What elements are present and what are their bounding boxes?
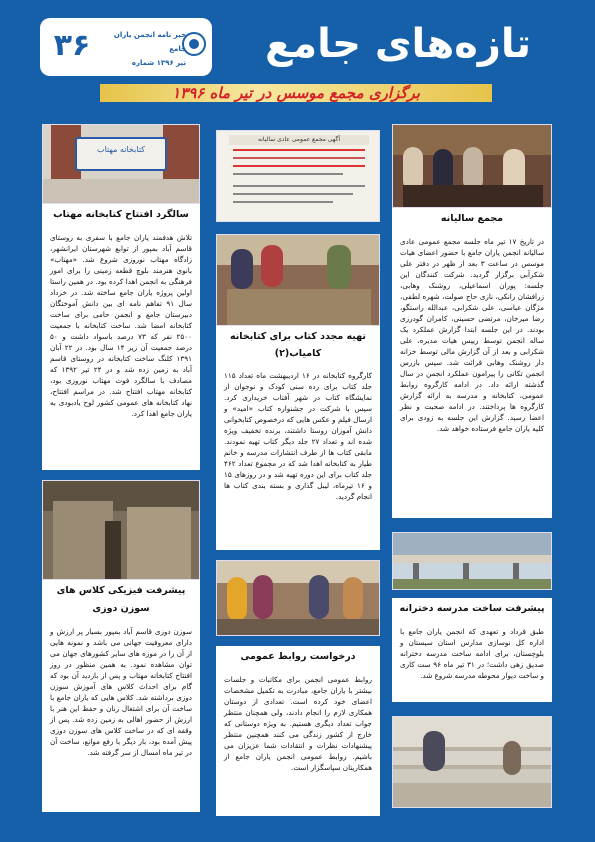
- notice-title: آگهی مجمع عمومی عادی سالیانه: [229, 135, 369, 145]
- association-logo-icon: [182, 32, 206, 56]
- books-body: کارگروه کتابخانه در ۱۶ اردیبهشت ماه تعداد ۱۱۵ جلد کتاب برای رده سنی کودک و نوجوان از نمایشگاه کتاب در شهر آفتاب خریداری کرد. سپس با شرکت در جشنواره کتاب «امید» و ارسال فیلم و عکس هایی که درخصوص کتابخوانی دانش آموزان روستا داشتند، برنده تخفیف ویژه شده اند و تعداد ۲۷ جلد دیگر کتاب تهیه نمودند. مابقی کتاب ها از طرف انتشارات مدرسه و خانم طیار به کتابخانه اهدا شد که در مجموع تعداد ۴۶۲ جلد کتاب برای این دوره تهیه شد و در روزهای ۱۵ و ۱۶ تیرماه، لیبل گذاری و بسته بندی کتاب ها انجام گردید.: [216, 364, 380, 550]
- mehtab-sign-text: کتابخانه مهتاب: [97, 145, 145, 154]
- mehtab-sign-photo: [42, 124, 200, 204]
- sewing-body: سوزن دوزی قاسم آباد بمپور بسیار پر ارزش و دارای معروفیت جهانی می باشد و نمونه هایی از آن را در موزه های سایر کشورهای جهان می توان مشاهده نمود. به همین منظور در روز افتتاح کتابخانه مهتاب و پس از بازدید آن بود که گام برای احداث کلاس های آموزش سوزن دوزی برداشته شد. کلاس هایی که یاران جامع با ساخت آن برای اشتغال زنان و حفظ این هنر با ارزش از حضور اهالی به زمین زده شد. پس از وقفه ای که در ساخت کلاس های سوزن دوزی پیش آمده بود، بار دیگر با رفع موانع، ساخت آن در تیر ماه امسال از سر گرفته شد.: [42, 620, 200, 812]
- school-body: طبق قرداد و تعهدی که انجمن یاران جامع با اداره کل نوسازی مدارس استان سیستان و بلوچستان، برای ادامه ساخت مدرسه دخترانه صدیق زهی داشت؛ در ۳۱ تیر ماه ۹۶ ست کاری و ساخت دیوار محوطه مدرسه شروع شد.: [392, 620, 552, 702]
- mehtab-body: تلاش هدفمند یاران جامع با سفری به روستای قاسم آباد بمپور از توابع شهرستان ایرانشهر، زادگاه مهتاب نوروزی شروع شد. «مهتاب» بانوی هنرمند بلوچ قطعه زمینی را برای امور فرهنگی به انجمن اهدا کرده بود. در همین راستا اولین پروژه یاران جامع ساخته شد. در خرداد سال ۹۱ تفاهم نامه ای بین دانش آموختگان دبیرستان جامع و انجمن حامی برای ساخت کتابخانه امضا شد. ساخت کتابخانه با جمعیت ۲۵۰۰ نفر که ۷۳ درصد باسواد داشت و ۵۰ درصد جمعیت آن زیر ۱۴ سال بود. در ۲۲ آبان ۱۳۹۱ کلنگ ساخت کتابخانه در روستای قاسم آباد به زمین زده شد و در ۲۴ تیر ۱۳۹۲ که مصادف با سالگرد فوت مهتاب نوروزی بود، کتابخانه مهتاب افتتاح شد. در مراسم افتتاح، نهاد کتابخانه های عمومی کشور لوح یادبودی به یاران جامع اهدا کرد.: [42, 226, 200, 470]
- masthead-line-1: خبر نامه انجمن یاران جامع: [113, 31, 186, 53]
- school-heading: پیشرفت ساخت مدرسه دخترانه: [392, 598, 552, 620]
- masthead-badge: [40, 18, 212, 76]
- sewing-construction-photo: [42, 480, 200, 580]
- books-heading: تهیه مجدد کتاب برای کتابخانه کامیاب(۲): [216, 326, 380, 364]
- masthead-line-2: تیر ۱۳۹۶ شماره: [131, 59, 186, 67]
- newsletter-title: تازه‌های جامع: [265, 21, 531, 67]
- annual-meeting-photo: [392, 124, 552, 208]
- volunteers-photo: [216, 560, 380, 636]
- book-preparation-photo: [216, 234, 380, 326]
- school-construction-photo: [392, 716, 552, 808]
- meeting-notice-photo: [216, 130, 380, 222]
- subtitle-banner: [100, 80, 492, 106]
- annual-body: در تاریخ ۱۷ تیر ماه جلسه مجمع عمومی عادی سالیانه انجمن یاران جامع با حضور اعضای هیات موسس در ساعت ۳ بعد از ظهر در دفتر علی شکرآبی برگزار گردید. شرکت کنندگان این جلسه: پوران اسماعیلی، روشنک وهابی، زرافشان رانکی، نازی حاج صولت، شهره لطفی، مژگان عباسی، علی شکرابی، عبدالله راستگو، رضا میرخان، مرتضی حسینی، کامران گودرزی بودند. در این جلسه ابتدا گزارش عملکرد یک ساله انجمن توسط رییس هیات مدیره، علی شکرابی و بعد از آن گزارش مالی توسط خزانه دار روشنک وهابی قرائت شد. سپس بازرس انجمن تکاتی را پیرامون عملکرد انجمن در سال گذشته ارائه داد. در ادامه کارگروه روابط عمومی، کتابخانه و مدرسه به ارائه گزارش کارگروه ها پرداختند. در ادامه صحبت و نظر اعضا رسید. گزارش این جلسه به زودی برای کلیه یاران جامع فرستاده خواهد شد.: [392, 230, 552, 518]
- subtitle-text: برگزاری مجمع موسس در تیر ماه ۱۳۹۶: [172, 84, 420, 102]
- pr-body: روابط عمومی انجمن برای مکاتبات و جلسات بیشتر با یاران جامع، مبادرت به تکمیل مشخصات اعضای خود کرده است. تعدادی از دوستان همکاری لازم را انجام دادند، ولی همچنان منتظر جواب تعداد دیگری هستیم. به ویژه دوستانی که خارج از کشور زندگی می کنند همچنین منتظر پیشنهادات نظرات و انتقادات شما عزیزان می باشیم. روابط عمومی انجمن یاران جامع از همکاریتان سپاسگزار است.: [216, 668, 380, 816]
- annual-heading: مجمع سالیانه: [392, 208, 552, 230]
- school-site-photo: [392, 532, 552, 590]
- issue-number: ۳۶: [53, 28, 91, 63]
- sewing-heading: پیشرفت فیزیکی کلاس های سوزن دوزی: [42, 580, 200, 620]
- masthead-text: [100, 28, 186, 70]
- pr-heading: درخواست روابط عمومی: [216, 646, 380, 668]
- mehtab-heading: سالگرد افتتاح کتابخانه مهتاب: [42, 204, 200, 226]
